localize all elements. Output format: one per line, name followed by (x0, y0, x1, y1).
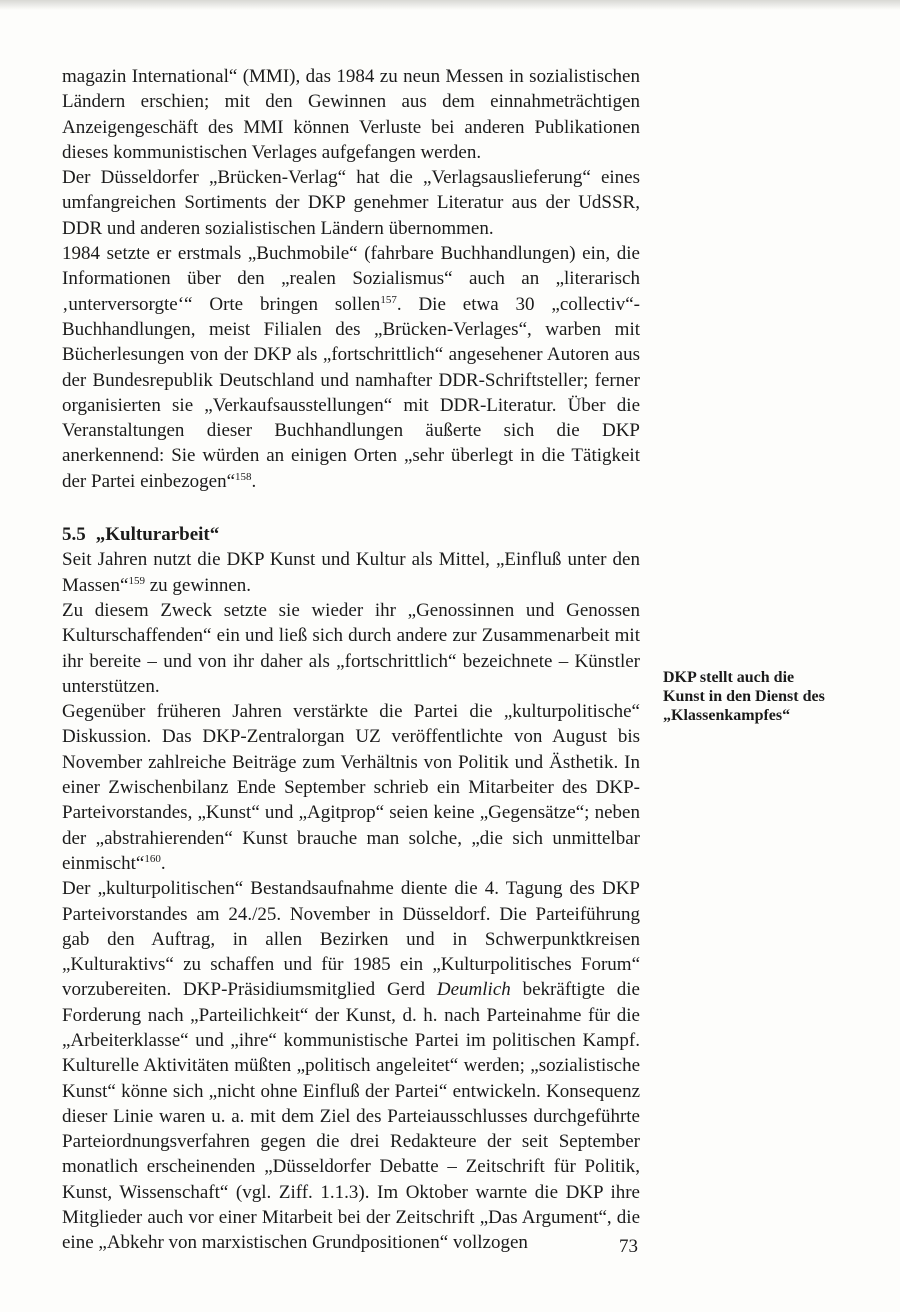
paragraph-buchmobile (62, 241, 640, 494)
text-segment: bekräftigte die Forderung nach „Parteilichkeit“ der Kunst, d. h. nach Parteinahme für die „Arbeiterklasse“ und „ihre“ kommunistische Partei im politischen Kampf. Kulturelle Aktivitäten müßten „politisch angeleitet“ werden; „sozialistische Kunst“ könne sich „nicht ohne Einfluß der Partei“ entwickeln. Konsequenz dieser Linie waren u. a. mit dem Ziel des Parteiausschlusses durchgeführte Parteiordnungsverfahren gegen die drei Redakteure der seit September monatlich erscheinenden „Düsseldorfer Debatte – Zeitschrift für Politik, Kunst, Wissenschaft“ (vgl. Ziff. 1.1.3). Im Oktober warnte die DKP ihre Mitglieder auch vor einer Mitarbeit bei der Zeitschrift „Das Argument“, die eine „Abkehr von marxistischen Grundpositionen“ vollzogen (62, 979, 640, 1254)
paragraph-kulturschaffende: Zu diesem Zweck setzte sie wieder ihr „Genossinnen und Genossen Kulturschaffenden“ ein und ließ sich durch andere zur Zusammenarbeit mit ihr bereite – und von ihr daher als „fortschrittlich“ bezeichnete – Künstler unterstützen. (62, 599, 640, 697)
section-heading (62, 522, 640, 547)
section-title: „Kulturarbeit“ (95, 524, 220, 546)
text-segment: . Die etwa 30 „collectiv“-Buchhandlungen, meist Filialen des „Brücken-Verlages“, warben mit Bücherlesungen von der DKP als „fortschrittlich“ angesehener Autoren aus der Bundesrepublik Deutschland und namhafter DDR-Schriftsteller; ferner organisierten sie „Verkaufsausstellungen“ mit DDR-Literatur. Über die Veranstaltungen dieser Buchhandlungen äußerte sich die DKP anerkennend: Sie würden an einigen Orten „sehr überlegt in die Tätigkeit der Partei einbezogen“ (62, 293, 640, 492)
footnote-ref-158: 158 (235, 470, 252, 483)
paragraph-mmi: magazin International“ (MMI), das 1984 zu neun Messen in sozialistischen Ländern erschien; mit den Gewinnen aus dem einnahmeträchtigen Anzeigengeschäft des MMI können Verluste bei anderen Publikationen dieses kommunistischen Verlages aufgefangen werden. (62, 66, 640, 163)
paragraph-bruecken-verlag: Der Düsseldorfer „Brücken-Verlag“ hat die „Verlagsauslieferung“ eines umfangreichen Sortiments der DKP genehmer Literatur aus der UdSSR, DDR und anderen sozialistischen Ländern übernommen. (62, 167, 640, 239)
person-name: Deumlich (436, 979, 511, 1001)
main-text-column (62, 64, 640, 1256)
text-segment: zu gewinnen. (144, 574, 252, 596)
footnote-ref-157: 157 (380, 293, 397, 306)
text-segment: Der „kulturpolitischen“ Bestandsaufnahme diente die 4. Tagung des DKP Parteivorstandes am 24./25. November in Düsseldorf. Die Parteiführung gab den Auftrag, in allen Bezirken und in Schwerpunktkreisen „Kulturaktivs“ zu schaffen und für 1985 ein „Kulturpolitisches Forum“ vorzubereiten. DKP-Präsidiumsmitglied Gerd (62, 878, 640, 1001)
footnote-ref-160: 160 (144, 852, 161, 865)
section-spacer (62, 494, 640, 522)
section-number: 5.5 (62, 524, 86, 546)
paragraph-parteivorstand (62, 876, 640, 1255)
page-number: 73 (619, 1236, 638, 1257)
margin-note: DKP stellt auch die Kunst in den Dienst des „Klassenkampfes“ (663, 669, 825, 724)
paragraph-kultur-mittel (62, 547, 640, 598)
paragraph-diskussion (62, 699, 640, 876)
page-top-shadow (0, 0, 900, 10)
text-segment: Gegenüber früheren Jahren verstärkte die Partei die „kulturpolitische“ Diskussion. Das DKP-Zentralorgan UZ veröffentlichte von August bis November zahlreiche Beiträge zum Verhältnis von Politik und Ästhetik. In einer Zwischenbilanz Ende September schrieb ein Mitarbeiter des DKP-Parteivorstandes, „Kunst“ und „Agitprop“ seien keine „Gegensätze“; neben der „abstrahierenden“ Kunst brauche man solche, „die sich unmittelbar einmischt“ (62, 701, 640, 874)
text-segment: 1984 setzte er erstmals „Buchmobile“ (fahrbare Buchhandlungen) ein, die Informationen über den „realen Sozialismus“ auch an „literarisch ‚unterversorgte‘“ Orte bringen sollen (62, 243, 640, 315)
text-segment: Seit Jahren nutzt die DKP Kunst und Kultur als Mittel, „Einfluß unter den Massen“ (62, 549, 640, 596)
text-segment: . (160, 852, 166, 874)
footnote-ref-159: 159 (128, 574, 145, 587)
text-segment: . (251, 470, 257, 492)
